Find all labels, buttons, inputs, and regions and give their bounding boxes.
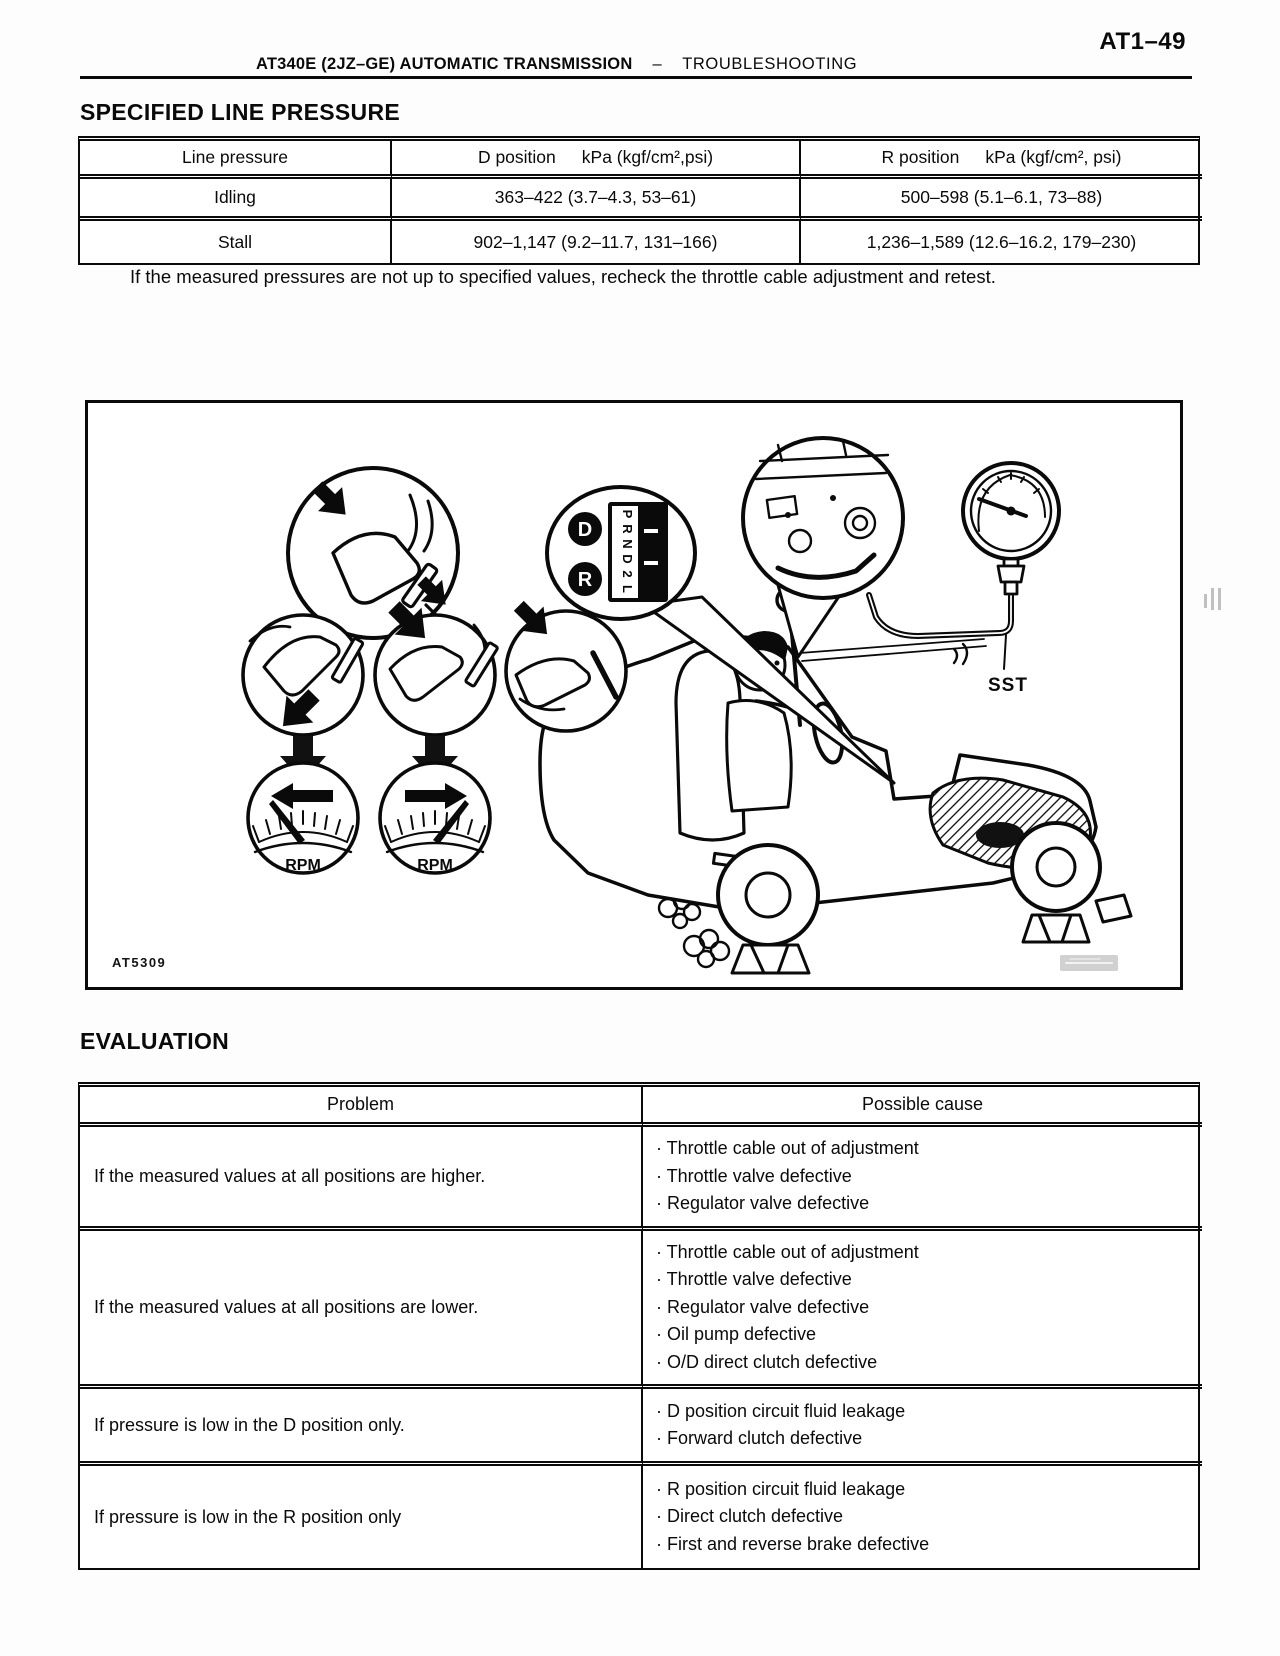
eval-row-causes [643,1231,1202,1390]
front-wheel [1012,823,1100,911]
cause-item: · D position circuit fluid leakage [656,1400,906,1421]
eval-col-header-problem: Problem [80,1087,643,1127]
spec-section-title: SPECIFIED LINE PRESSURE [80,99,401,125]
needle-pivot [1007,507,1016,516]
driver-torso [727,701,792,811]
print-artifact [1060,955,1118,971]
hose-routing-lines [800,639,986,664]
spec-col-header-r-position [801,141,1202,179]
pedal-press-circle [375,594,498,735]
shift-d-letter: D [577,519,593,541]
prndl-d: D [620,554,635,564]
eval-row-problem: If the measured values at all positions are higher. [80,1127,643,1231]
eval-col-header-cause: Possible cause [643,1087,1202,1127]
r-position-unit: kPa (kgf/cm², psi) [985,147,1122,167]
running-header [256,55,857,74]
figure-code: AT5309 [112,955,167,970]
spec-col-header-d-position [392,141,801,179]
stall-test-figure [85,400,1183,990]
spec-col-header-label: Line pressure [181,147,289,167]
cause-item: · Regulator valve defective [656,1296,870,1317]
d-position-label: D position [477,147,556,167]
shift-r-letter: R [577,569,593,591]
rpm-label: RPM [285,857,321,874]
cause-item: · Throttle cable out of adjustment [656,1138,919,1158]
cause-item: · R position circuit fluid leakage [656,1478,906,1499]
spec-row-stall-label: Stall [80,221,392,263]
spec-row-idling-d-value: 363–422 (3.7–4.3, 53–61) [392,179,801,221]
prndl-l: L [620,585,635,593]
rpm-gauge-high [380,763,490,874]
prndl-n: N [620,539,635,549]
eval-row-causes [643,1389,1202,1466]
header-rule [80,76,1192,79]
wheel-chock [1096,895,1131,922]
cause-item: · Regulator valve defective [656,1193,870,1213]
scan-artifact-marks [1204,588,1221,610]
gate-dash-2 [644,561,658,565]
r-position-label: R position [881,147,960,167]
spec-row-idling-label: Idling [80,179,392,221]
spec-col-header-line-pressure [80,141,392,179]
evaluation-table [78,1082,1200,1570]
d-position-unit: kPa (kgf/cm²,psi) [581,147,714,167]
prndl-2: 2 [620,570,635,578]
cause-item: · O/D direct clutch defective [656,1351,878,1372]
eval-row-causes [643,1466,1202,1568]
evaluation-section-title: EVALUATION [80,1028,230,1054]
cause-item: · Direct clutch defective [656,1506,844,1527]
running-header-separator: – [652,55,663,73]
running-header-section: TROUBLESHOOTING [682,55,858,73]
cause-item: · First and reverse brake defective [656,1533,930,1554]
spec-row-stall-r-value: 1,236–1,589 (12.6–16.2, 179–230) [866,231,1137,252]
spec-line-pressure-table [78,136,1200,265]
sst-leader-line [1004,635,1006,669]
prndl-panel [609,503,667,601]
eval-row-problem: If pressure is low in the R position only [80,1466,643,1568]
cause-item: · Throttle valve defective [656,1269,852,1289]
spec-note: If the measured pressures are not up to specified values, recheck the throttle cable adjustment and retest. [130,266,996,287]
rear-wheel [718,845,818,945]
sst-label: SST [988,675,1028,696]
gauge-hose-highlight [869,593,1011,636]
pedal-kickdown-circle [288,468,458,638]
gauge-stem [998,559,1024,594]
car-on-stands [540,589,1131,973]
spec-row-stall-d-value: 902–1,147 (9.2–11.7, 131–166) [392,221,801,263]
cause-item: · Throttle valve defective [656,1165,852,1186]
spec-row-idling-r-value: 500–598 (5.1–6.1, 73–88) [801,179,1202,221]
prndl-r: R [620,524,635,534]
eval-row-causes [643,1127,1202,1231]
eval-row-problem: If pressure is low in the D position only. [80,1389,643,1466]
prndl-p: P [620,509,635,519]
running-header-title: AT340E (2JZ–GE) AUTOMATIC TRANSMISSION [256,55,633,73]
rpm-label: RPM [417,857,453,874]
page-number: AT1–49 [1099,28,1186,55]
rpm-gauge-low [248,763,358,874]
gate-dash-1 [644,529,658,533]
cause-item: · Oil pump defective [656,1324,817,1344]
cause-item: · Throttle cable out of adjustment [656,1241,919,1262]
cause-item: · Forward clutch defective [656,1428,863,1448]
pedal-release-circle [243,615,363,740]
eval-row-problem: If the measured values at all positions are lower. [80,1231,643,1390]
stall-test-illustration [88,403,1180,987]
driver-eye [775,661,780,666]
